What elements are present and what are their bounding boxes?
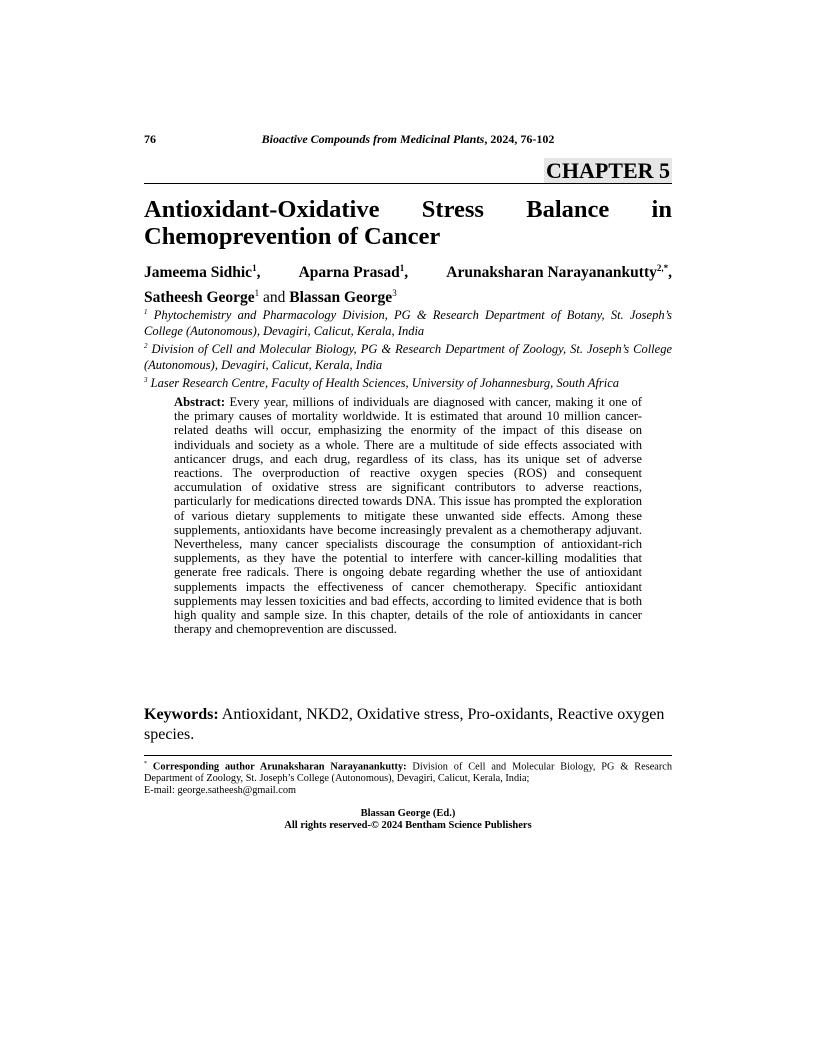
abstract [174,395,642,636]
author-sup: 1 [399,263,405,273]
footnote-text: Division of Cell and Molecular Biology, PG & Research Department of Zoology, St. Joseph’s College (Autonomous), Devagiri, Calicut, Kerala, India; [144,761,672,785]
author: Jameema Sidhic [144,264,253,282]
author-conjunction: and [259,289,290,307]
abstract-label: Abstract: [174,395,226,409]
author: Arunaksharan Narayanankutty [446,264,657,282]
author: Satheesh George [144,289,255,307]
chapter-label: CHAPTER 5 [545,158,670,183]
author-sup: 2,* [656,263,669,273]
footnote [144,758,672,797]
affiliation [144,304,672,339]
affiliation [144,372,672,391]
footnote-rule [144,755,672,756]
author-sup: 3 [392,288,397,299]
footnote-email: E-mail: george.satheesh@gmail.com [144,785,296,797]
copyright-line: All rights reserved-© 2024 Bentham Science Publishers [284,820,532,831]
abstract-text: Every year, millions of individuals are diagnosed with cancer, making it one of the primary causes of mortality worldwide. It is estimated that around 10 million cancer-related deaths will occur, emphasizing the enormity of the impact of this disease on individuals and society as a whole. There are a multitude of side effects associated with anticancer drugs, and each drug, regardless of its class, has its unique set of adverse reactions. The overproduction of reactive oxygen species (ROS) and consequent accumulation of oxidative stress are significant contributors to adverse reactions, particularly for medications directed towards DNA. This issue has prompted the exploration of various dietary supplements to mitigate these unwanted side effects. Among these supplements, antioxidants have become increasingly prevalent as a chemotherapy adjuvant. Nevertheless, many cancer specialists discourage the consumption of antioxidant-rich supplements, as they have the potential to interfere with cancer-killing modalities that generate free radicals. There is ongoing debate regarding whether the use of antioxidant supplements impacts the effectiveness of cancer chemotherapy. Specific antioxidant supplements may lessen toxicities and bad effects, according to limited evidence that is both high quality and sample size. In this chapter, details of the role of antioxidants in cancer therapy and chemoprevention are discussed. [174,395,642,637]
author-sup: 1 [254,288,260,299]
title-word: in [651,196,672,223]
author-sup: 1 [252,263,257,273]
aff-sup: 1 [144,308,148,316]
aff-sup: 2 [144,342,148,350]
editor-line: Blassan George (Ed.) [360,808,456,819]
aff-text: Phytochemistry and Pharmacology Division, PG & Research Department of Botany, St. Joseph’s College (Autonomous), Devagiri, Calicut, Kerala, India [144,308,672,339]
journal-details: , 2024, 76-102 [484,132,555,146]
keywords [144,705,672,745]
title-word: Balance [526,196,610,223]
author: Aparna Prasad [298,264,400,282]
header-rule [144,183,672,184]
author: Blassan George [289,289,393,307]
title-line-2: Chemoprevention of Cancer [144,223,441,250]
aff-text: Division of Cell and Molecular Biology, PG & Research Department of Zoology, St. Joseph’s College (Autonomous), Devagiri, Calicut, Kerala, India [144,342,672,373]
footnote-sup: * [144,761,147,767]
author-list: Jameema Sidhic$^1$, Aparna Prasad$^1$, Arunaksharan Narayanankutty$^{2,*}$, Satheesh George$^1$ and Blassan George$^3$ [144,263,672,307]
keywords-text: Antioxidant, NKD2, Oxidative stress, Pro-oxidants, Reactive oxygen species. [144,706,665,743]
page-number: 76 [144,132,156,146]
keywords-label: Keywords: [144,706,219,723]
footnote-label: Corresponding author Arunaksharan Narayanankutty: [147,761,407,773]
affiliation [144,338,672,373]
editor-note [144,808,672,832]
aff-text: Laser Research Centre, Faculty of Health Sciences, University of Johannesburg, South Africa [150,376,620,391]
aff-sup: 3 [144,376,148,384]
chapter-title [144,196,672,250]
title-word: Antioxidant-Oxidative [144,196,380,223]
title-word: Stress [421,196,484,223]
journal-title: Bioactive Compounds from Medicinal Plants [261,132,485,146]
